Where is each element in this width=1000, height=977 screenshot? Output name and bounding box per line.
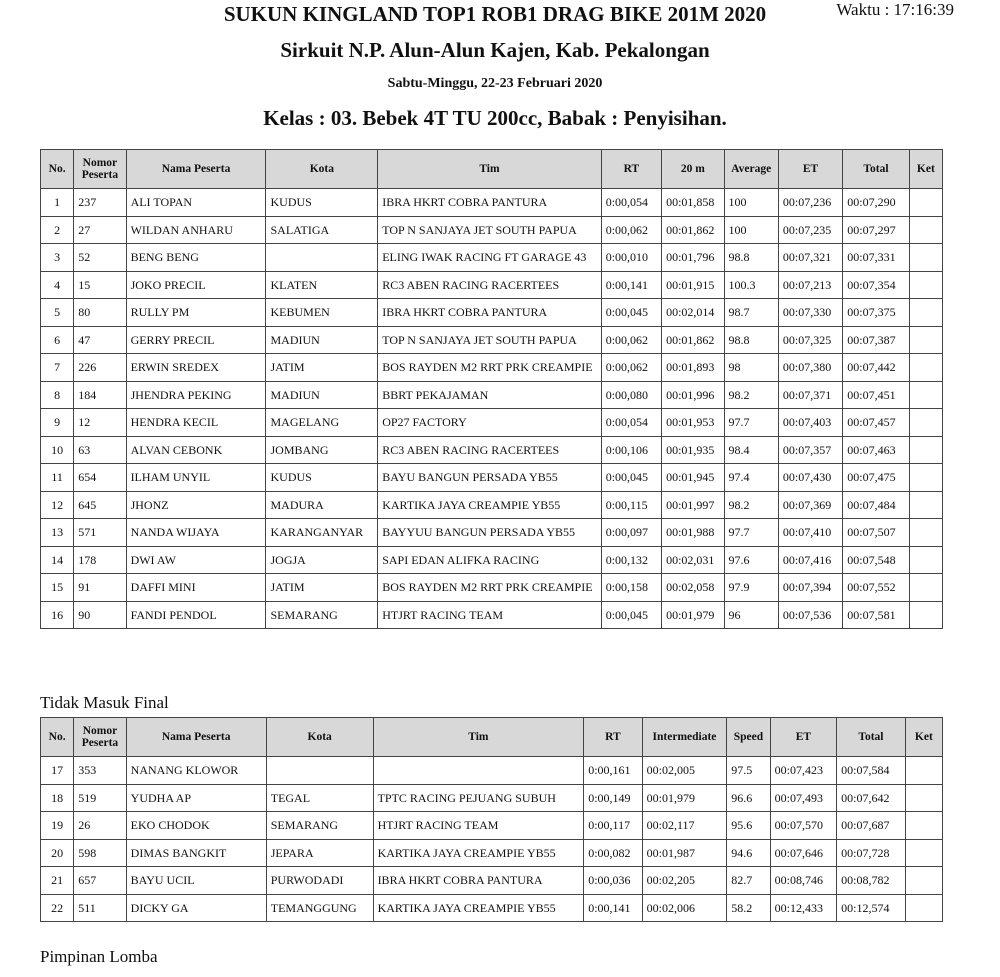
table-cell: 16 [41, 601, 74, 629]
table-cell: 100 [724, 216, 778, 244]
table-cell: 0:00,161 [584, 757, 642, 785]
table-cell: 00:07,570 [770, 812, 837, 840]
table-cell: 98.8 [724, 244, 778, 272]
table-cell: 00:07,357 [778, 436, 842, 464]
table-cell: 00:07,375 [843, 299, 909, 327]
table-cell [905, 839, 942, 867]
table-cell [905, 867, 942, 895]
table-cell: 511 [74, 894, 126, 922]
table-cell: 82.7 [727, 867, 770, 895]
column-header: Nama Peserta [126, 150, 266, 189]
table-cell: 0:00,062 [601, 354, 661, 382]
table-cell: 00:07,410 [778, 519, 842, 547]
table-cell [909, 519, 942, 547]
table-cell: 00:07,584 [837, 757, 906, 785]
table-cell: 237 [74, 189, 126, 217]
column-header: Intermediate [642, 718, 727, 757]
table-cell: 00:08,746 [770, 867, 837, 895]
table-cell [909, 601, 942, 629]
column-header: Tim [378, 150, 601, 189]
signature-label: Pimpinan Lomba [40, 947, 158, 966]
table-cell: 598 [74, 839, 126, 867]
table-cell: 17 [41, 757, 74, 785]
table-cell: KARTIKA JAYA CREAMPIE YB55 [373, 894, 584, 922]
table-row [41, 299, 943, 327]
table-cell: SAPI EDAN ALIFKA RACING [378, 546, 601, 574]
table-cell: 6 [41, 326, 74, 354]
venue: Sirkuit N.P. Alun-Alun Kajen, Kab. Pekalongan [280, 38, 710, 62]
table-cell [266, 244, 378, 272]
table-cell: 4 [41, 271, 74, 299]
table-cell: JATIM [266, 574, 378, 602]
table-cell: KLATEN [266, 271, 378, 299]
column-header: ET [770, 718, 837, 757]
table-cell [909, 216, 942, 244]
table-cell: JOMBANG [266, 436, 378, 464]
table-cell: 98.2 [724, 491, 778, 519]
table-row [41, 189, 943, 217]
table-cell: 14 [41, 546, 74, 574]
table-cell [909, 409, 942, 437]
table-cell: EKO CHODOK [126, 812, 266, 840]
table-cell: 00:02,117 [642, 812, 727, 840]
table-cell: 0:00,036 [584, 867, 642, 895]
table-cell: MAGELANG [266, 409, 378, 437]
table-cell: 8 [41, 381, 74, 409]
table-cell: 0:00,082 [584, 839, 642, 867]
table-cell: 00:07,442 [843, 354, 909, 382]
table-cell: DIMAS BANGKIT [126, 839, 266, 867]
table-cell: 00:02,014 [662, 299, 724, 327]
table-cell [909, 546, 942, 574]
table-cell: 0:00,115 [601, 491, 661, 519]
class-heading: Kelas : 03. Bebek 4T TU 200cc, Babak : Penyisihan. [263, 106, 727, 130]
table-cell: FANDI PENDOL [126, 601, 266, 629]
table-cell: ALI TOPAN [126, 189, 266, 217]
table-cell: 95.6 [727, 812, 770, 840]
table-cell: BAYU UCIL [126, 867, 266, 895]
table-cell: 00:02,205 [642, 867, 727, 895]
table-cell: 0:00,062 [601, 326, 661, 354]
table-row [41, 757, 943, 785]
table-cell: 00:07,235 [778, 216, 842, 244]
table-cell: 00:07,371 [778, 381, 842, 409]
table-row [41, 839, 943, 867]
table-cell: BBRT PEKAJAMAN [378, 381, 601, 409]
table-cell: 100.3 [724, 271, 778, 299]
table-cell: 00:01,988 [662, 519, 724, 547]
table-cell: 90 [74, 601, 126, 629]
timestamp: Waktu : 17:16:39 [836, 0, 954, 19]
column-header: Ket [905, 718, 942, 757]
column-header: ET [778, 150, 842, 189]
table-cell: 00:01,935 [662, 436, 724, 464]
table-cell: HTJRT RACING TEAM [373, 812, 584, 840]
table-cell: IBRA HKRT COBRA PANTURA [373, 867, 584, 895]
table-cell: 00:07,507 [843, 519, 909, 547]
table-row [41, 216, 943, 244]
table-cell [266, 757, 373, 785]
table-cell: 47 [74, 326, 126, 354]
table-cell: WILDAN ANHARU [126, 216, 266, 244]
table-cell: 00:01,915 [662, 271, 724, 299]
table-cell: 0:00,045 [601, 601, 661, 629]
table-cell: 00:02,005 [642, 757, 727, 785]
table-cell: 98 [724, 354, 778, 382]
column-header: Speed [727, 718, 770, 757]
table-cell: 00:02,058 [662, 574, 724, 602]
column-header: RT [584, 718, 642, 757]
table-cell: KUDUS [266, 464, 378, 492]
table-cell: 27 [74, 216, 126, 244]
table-cell: 226 [74, 354, 126, 382]
table-cell: 00:07,290 [843, 189, 909, 217]
column-header: Tim [373, 718, 584, 757]
table-cell: YUDHA AP [126, 784, 266, 812]
table-cell: 12 [74, 409, 126, 437]
table-cell: 00:07,354 [843, 271, 909, 299]
table-row [41, 436, 943, 464]
table-row [41, 271, 943, 299]
table-cell: JHONZ [126, 491, 266, 519]
table-cell: 97.5 [727, 757, 770, 785]
column-header: Kota [266, 150, 378, 189]
table-row [41, 354, 943, 382]
table-cell: 00:01,862 [662, 326, 724, 354]
table-cell: 94.6 [727, 839, 770, 867]
table-cell: 20 [41, 839, 74, 867]
table-cell: 645 [74, 491, 126, 519]
table-cell: 0:00,141 [584, 894, 642, 922]
table-cell: 5 [41, 299, 74, 327]
table-cell: 00:07,321 [778, 244, 842, 272]
table-cell [909, 189, 942, 217]
column-header: Kota [266, 718, 373, 757]
table-cell: 3 [41, 244, 74, 272]
table-cell: BOS RAYDEN M2 RRT PRK CREAMPIE [378, 354, 601, 382]
table-cell: 00:07,552 [843, 574, 909, 602]
table-cell: 1 [41, 189, 74, 217]
table-cell: 00:07,423 [770, 757, 837, 785]
table-cell: JATIM [266, 354, 378, 382]
table-cell: 571 [74, 519, 126, 547]
table-cell: 0:00,117 [584, 812, 642, 840]
table-cell: 00:07,484 [843, 491, 909, 519]
table-cell: 00:07,297 [843, 216, 909, 244]
table-cell: 00:07,728 [837, 839, 906, 867]
table-cell: 00:07,430 [778, 464, 842, 492]
table-cell: 15 [74, 271, 126, 299]
table-cell: 96 [724, 601, 778, 629]
results-table [40, 149, 943, 629]
table-cell: GERRY PRECIL [126, 326, 266, 354]
table-row [41, 867, 943, 895]
column-header: Nomor Peserta [74, 150, 126, 189]
table-row [41, 601, 943, 629]
table-cell: KARANGANYAR [266, 519, 378, 547]
column-header: Nomor Peserta [74, 718, 126, 757]
table-cell: 63 [74, 436, 126, 464]
table-cell: 13 [41, 519, 74, 547]
table-cell: KARTIKA JAYA CREAMPIE YB55 [373, 839, 584, 867]
document-title: SUKUN KINGLAND TOP1 ROB1 DRAG BIKE 201M 2020 [223, 2, 767, 26]
table-cell: ERWIN SREDEX [126, 354, 266, 382]
table-cell: 58.2 [727, 894, 770, 922]
table-cell: SALATIGA [266, 216, 378, 244]
table-cell [905, 784, 942, 812]
column-header: 20 m [662, 150, 724, 189]
table-cell: 00:01,987 [642, 839, 727, 867]
table-cell: 00:12,433 [770, 894, 837, 922]
table-cell [905, 812, 942, 840]
table-cell: 00:07,493 [770, 784, 837, 812]
table-cell: 00:07,548 [843, 546, 909, 574]
table-cell: 0:00,132 [601, 546, 661, 574]
table-cell: 22 [41, 894, 74, 922]
table-cell [905, 894, 942, 922]
table-cell: DAFFI MINI [126, 574, 266, 602]
column-header: No. [41, 718, 74, 757]
table-cell: TPTC RACING PEJUANG SUBUH [373, 784, 584, 812]
table-cell: 00:07,236 [778, 189, 842, 217]
table-cell [909, 436, 942, 464]
table-cell: 00:07,646 [770, 839, 837, 867]
table-cell: 97.6 [724, 546, 778, 574]
table-cell: HTJRT RACING TEAM [378, 601, 601, 629]
table-cell: 00:01,953 [662, 409, 724, 437]
table-cell: 00:01,945 [662, 464, 724, 492]
table-cell: 0:00,149 [584, 784, 642, 812]
table-cell: PURWODADI [266, 867, 373, 895]
table-cell: MADIUN [266, 381, 378, 409]
table-cell: TEGAL [266, 784, 373, 812]
table-cell: HENDRA KECIL [126, 409, 266, 437]
table-cell: 97.4 [724, 464, 778, 492]
table-cell: 19 [41, 812, 74, 840]
table-cell: 00:07,457 [843, 409, 909, 437]
table-row [41, 784, 943, 812]
table-cell [909, 491, 942, 519]
table-cell: KARTIKA JAYA CREAMPIE YB55 [378, 491, 601, 519]
table-cell: ILHAM UNYIL [126, 464, 266, 492]
table-cell: RULLY PM [126, 299, 266, 327]
table-cell: 184 [74, 381, 126, 409]
table-cell: 0:00,054 [601, 409, 661, 437]
table-row [41, 491, 943, 519]
table-row [41, 381, 943, 409]
table-cell: 98.4 [724, 436, 778, 464]
table-cell: ALVAN CEBONK [126, 436, 266, 464]
table-cell: 00:07,380 [778, 354, 842, 382]
table-cell: SEMARANG [266, 812, 373, 840]
table-cell: TEMANGGUNG [266, 894, 373, 922]
table-cell: DICKY GA [126, 894, 266, 922]
table-cell: KUDUS [266, 189, 378, 217]
table-cell: 00:12,574 [837, 894, 906, 922]
table-cell: DWI AW [126, 546, 266, 574]
table-cell: RC3 ABEN RACING RACERTEES [378, 436, 601, 464]
table-cell: 00:07,416 [778, 546, 842, 574]
column-header: Total [837, 718, 906, 757]
table-cell: 00:07,325 [778, 326, 842, 354]
table-row [41, 546, 943, 574]
table-cell: JOGJA [266, 546, 378, 574]
table-cell [905, 757, 942, 785]
table-cell: 00:07,536 [778, 601, 842, 629]
table-row [41, 894, 943, 922]
table-cell [909, 574, 942, 602]
table-cell: 00:07,475 [843, 464, 909, 492]
column-header: Average [724, 150, 778, 189]
table-cell: 97.9 [724, 574, 778, 602]
table-cell: BAYU BANGUN PERSADA YB55 [378, 464, 601, 492]
table-cell: 178 [74, 546, 126, 574]
table-cell: 00:01,858 [662, 189, 724, 217]
table-cell: 98.8 [724, 326, 778, 354]
table-cell: 00:07,369 [778, 491, 842, 519]
table-cell: IBRA HKRT COBRA PANTURA [378, 189, 601, 217]
table-cell: 98.2 [724, 381, 778, 409]
table-cell: 00:07,213 [778, 271, 842, 299]
table-cell: 97.7 [724, 519, 778, 547]
table-cell: 353 [74, 757, 126, 785]
table-cell: 00:01,893 [662, 354, 724, 382]
table-cell [909, 244, 942, 272]
table-cell: 0:00,062 [601, 216, 661, 244]
table-cell: 91 [74, 574, 126, 602]
table-cell: TOP N SANJAYA JET SOUTH PAPUA [378, 216, 601, 244]
table-cell: 0:00,054 [601, 189, 661, 217]
column-header: RT [601, 150, 661, 189]
table-cell: KEBUMEN [266, 299, 378, 327]
table-cell: 00:07,642 [837, 784, 906, 812]
table-cell: RC3 ABEN RACING RACERTEES [378, 271, 601, 299]
table-cell: 12 [41, 491, 74, 519]
table-cell: 00:01,979 [642, 784, 727, 812]
table-cell [909, 299, 942, 327]
table-cell: SEMARANG [266, 601, 378, 629]
table-cell: 657 [74, 867, 126, 895]
table-cell: 26 [74, 812, 126, 840]
table-row [41, 326, 943, 354]
table-cell [909, 381, 942, 409]
table-cell: 00:07,331 [843, 244, 909, 272]
table-cell: 2 [41, 216, 74, 244]
table-cell [373, 757, 584, 785]
table-cell: 97.7 [724, 409, 778, 437]
table-cell: 00:07,451 [843, 381, 909, 409]
table-cell: 00:07,403 [778, 409, 842, 437]
table-cell: 00:01,862 [662, 216, 724, 244]
column-header: Nama Peserta [126, 718, 266, 757]
table-cell: 0:00,010 [601, 244, 661, 272]
table-cell: 18 [41, 784, 74, 812]
table-cell: 52 [74, 244, 126, 272]
table-cell: 0:00,141 [601, 271, 661, 299]
table-cell: 80 [74, 299, 126, 327]
table-cell: 0:00,158 [601, 574, 661, 602]
table-cell: IBRA HKRT COBRA PANTURA [378, 299, 601, 327]
table-cell: 00:01,979 [662, 601, 724, 629]
column-header: No. [41, 150, 74, 189]
table-cell: 7 [41, 354, 74, 382]
table-cell: 0:00,097 [601, 519, 661, 547]
table-cell: ELING IWAK RACING FT GARAGE 43 [378, 244, 601, 272]
table-cell: 00:01,997 [662, 491, 724, 519]
table-cell: MADURA [266, 491, 378, 519]
table-row [41, 464, 943, 492]
table-cell: 100 [724, 189, 778, 217]
table-cell: BAYYUU BANGUN PERSADA YB55 [378, 519, 601, 547]
table-cell: 96.6 [727, 784, 770, 812]
table-cell: 11 [41, 464, 74, 492]
table-cell: NANANG KLOWOR [126, 757, 266, 785]
table-cell: JEPARA [266, 839, 373, 867]
table-cell: 10 [41, 436, 74, 464]
non-final-table [40, 717, 943, 922]
table-cell: 0:00,080 [601, 381, 661, 409]
table-cell: 00:02,031 [662, 546, 724, 574]
table-cell: 21 [41, 867, 74, 895]
table-cell [909, 271, 942, 299]
table-cell [909, 326, 942, 354]
table-cell: 0:00,106 [601, 436, 661, 464]
table-cell: 98.7 [724, 299, 778, 327]
table-cell: 00:07,330 [778, 299, 842, 327]
section-not-final: Tidak Masuk Final [40, 693, 169, 712]
table-row [41, 409, 943, 437]
table-cell: NANDA WIJAYA [126, 519, 266, 547]
table-cell: 15 [41, 574, 74, 602]
table-cell: 00:01,996 [662, 381, 724, 409]
table-cell: 00:08,782 [837, 867, 906, 895]
table-row [41, 244, 943, 272]
table-cell: 0:00,045 [601, 464, 661, 492]
table-cell: 00:07,687 [837, 812, 906, 840]
table-cell: 00:02,006 [642, 894, 727, 922]
table-cell: 00:01,796 [662, 244, 724, 272]
table-cell: 00:07,463 [843, 436, 909, 464]
table-cell: 654 [74, 464, 126, 492]
table-cell: OP27 FACTORY [378, 409, 601, 437]
table-cell: 9 [41, 409, 74, 437]
table-cell: 00:07,581 [843, 601, 909, 629]
table-row [41, 812, 943, 840]
table-cell [909, 464, 942, 492]
event-date: Sabtu-Minggu, 22-23 Februari 2020 [387, 76, 603, 91]
column-header: Ket [909, 150, 942, 189]
table-cell: 519 [74, 784, 126, 812]
table-cell: TOP N SANJAYA JET SOUTH PAPUA [378, 326, 601, 354]
table-cell: MADIUN [266, 326, 378, 354]
table-cell: 00:07,387 [843, 326, 909, 354]
table-cell: 0:00,045 [601, 299, 661, 327]
table-cell [909, 354, 942, 382]
table-cell: JHENDRA PEKING [126, 381, 266, 409]
table-row [41, 574, 943, 602]
table-row [41, 519, 943, 547]
table-cell: BENG BENG [126, 244, 266, 272]
column-header: Total [843, 150, 909, 189]
table-cell: 00:07,394 [778, 574, 842, 602]
table-cell: BOS RAYDEN M2 RRT PRK CREAMPIE [378, 574, 601, 602]
table-cell: JOKO PRECIL [126, 271, 266, 299]
